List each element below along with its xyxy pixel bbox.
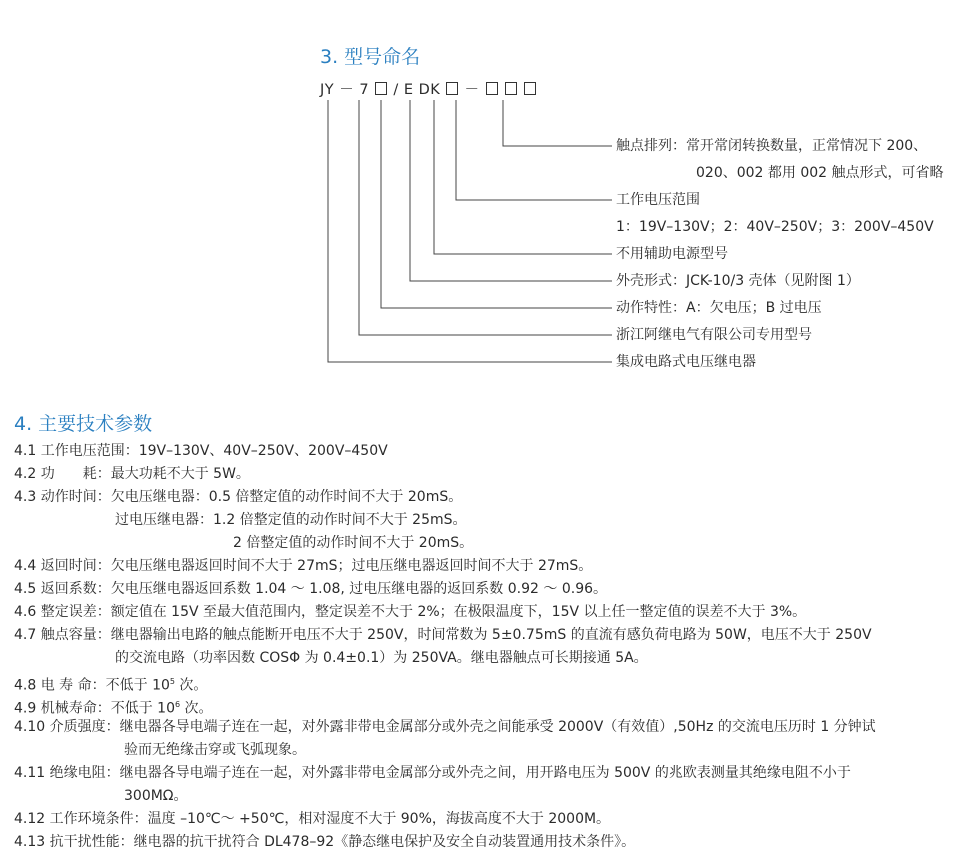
desc-characteristic: 动作特性：A：欠电压；B 过电压 [616, 300, 822, 316]
spec-4-9 [14, 696, 213, 718]
spec-4-11: 4.11 绝缘电阻：继电器各导电端子连在一起，对外露非带电金属部分或外壳之间，用开路电压为 500V 的兆欧表测量其绝缘电阻不小于 [14, 765, 851, 781]
spec-4-8-exponent: 5 [169, 677, 175, 686]
spec-4-9-text: 4.9 机械寿命：不低于 10 [14, 700, 175, 717]
spec-4-3-overvoltage-2x: 2 倍整定值的动作时间不大于 20mS。 [233, 535, 474, 551]
code-dash: － [339, 82, 355, 98]
spec-4-6: 4.6 整定误差：额定值在 15V 至最大值范围内，整定误差不大于 2%；在极限温度下，15V 以上任一整定值的误差不大于 3%。 [14, 604, 807, 620]
desc-voltage-options: 1：19V–130V；2：40V–250V；3：200V–450V [616, 219, 934, 235]
leader-product-type [328, 100, 612, 362]
desc-contact-arrangement-2: 020、002 都用 002 触点形式，可省略 [696, 165, 944, 181]
section-4-title: 4. 主要技术参数 [14, 413, 153, 435]
code-seven: 7 [359, 82, 370, 98]
desc-no-aux-power: 不用辅助电源型号 [616, 246, 728, 262]
spec-4-10-cont: 验而无绝缘击穿或飞弧现象。 [124, 742, 306, 758]
spec-4-13: 4.13 抗干扰性能：继电器的抗干扰符合 DL478–92《静态继电保护及安全自动装置通用技术条件》。 [14, 834, 636, 850]
spec-4-10: 4.10 介质强度：继电器各导电端子连在一起，对外露非带电金属部分或外壳之间能承受 2000V（有效值）,50Hz 的交流电压历时 1 分钟试 [14, 719, 876, 735]
spec-4-8-text: 4.8 电 寿 命：不低于 10 [14, 677, 170, 694]
desc-company-model: 浙江阿继电气有限公司专用型号 [616, 327, 812, 343]
section-3-title: 3. 型号命名 [320, 46, 421, 68]
code-dk: DK [418, 82, 441, 98]
desc-contact-arrangement-1: 触点排列：常开常闭转换数量，正常情况下 200、 [616, 138, 928, 154]
leader-company-model [359, 100, 612, 335]
spec-4-9-suffix: 次。 [180, 700, 213, 717]
spec-4-8 [14, 673, 207, 695]
spec-4-1: 4.1 工作电压范围：19V–130V、40V–250V、200V–450V [14, 443, 388, 459]
leader-no-aux-power [434, 100, 612, 254]
spec-4-9-exponent: 6 [174, 700, 181, 709]
spec-4-4: 4.4 返回时间：欠电压继电器返回时间不大于 27mS；过电压继电器返回时间不大于 27mS。 [14, 558, 593, 574]
spec-4-11-cont: 300MΩ。 [124, 788, 188, 804]
leader-voltage-range [456, 100, 612, 200]
spec-4-5: 4.5 返回系数：欠电压继电器返回系数 1.04 ～ 1.08, 过电压继电器的返回系数 0.92 ～ 0.96。 [14, 581, 608, 597]
spec-4-12: 4.12 工作环境条件：温度 –10℃～ +50℃，相对湿度不大于 90%，海拔高度不大于 2000M。 [14, 811, 611, 827]
code-dash: － [464, 82, 480, 98]
spec-4-3-overvoltage: 过电压继电器：1.2 倍整定值的动作时间不大于 25mS。 [115, 512, 467, 528]
leader-characteristic [381, 100, 612, 308]
leader-contact-arrangement [503, 100, 612, 146]
spec-4-7: 4.7 触点容量：继电器输出电路的触点能断开电压不大于 250V，时间常数为 5±0.75mS 的直流有感负荷电路为 50W，电压不大于 250V [14, 627, 872, 643]
desc-voltage-range: 工作电压范围 [616, 192, 700, 208]
code-jy: JY [320, 82, 335, 98]
spec-4-3: 4.3 动作时间：欠电压继电器：0.5 倍整定值的动作时间不大于 20mS。 [14, 489, 463, 505]
desc-housing: 外壳形式：JCK-10/3 壳体（见附图 1） [616, 273, 860, 289]
desc-product-type: 集成电路式电压继电器 [616, 354, 756, 370]
code-e: E [403, 82, 414, 98]
code-slash: / [393, 82, 399, 98]
spec-4-7-cont: 的交流电路（功率因数 COSΦ 为 0.4±0.1）为 250VA。继电器触点可长期接通 5A。 [115, 650, 648, 666]
spec-4-2: 4.2 功 耗：最大功耗不大于 5W。 [14, 466, 250, 482]
spec-4-8-suffix: 次。 [174, 677, 208, 694]
